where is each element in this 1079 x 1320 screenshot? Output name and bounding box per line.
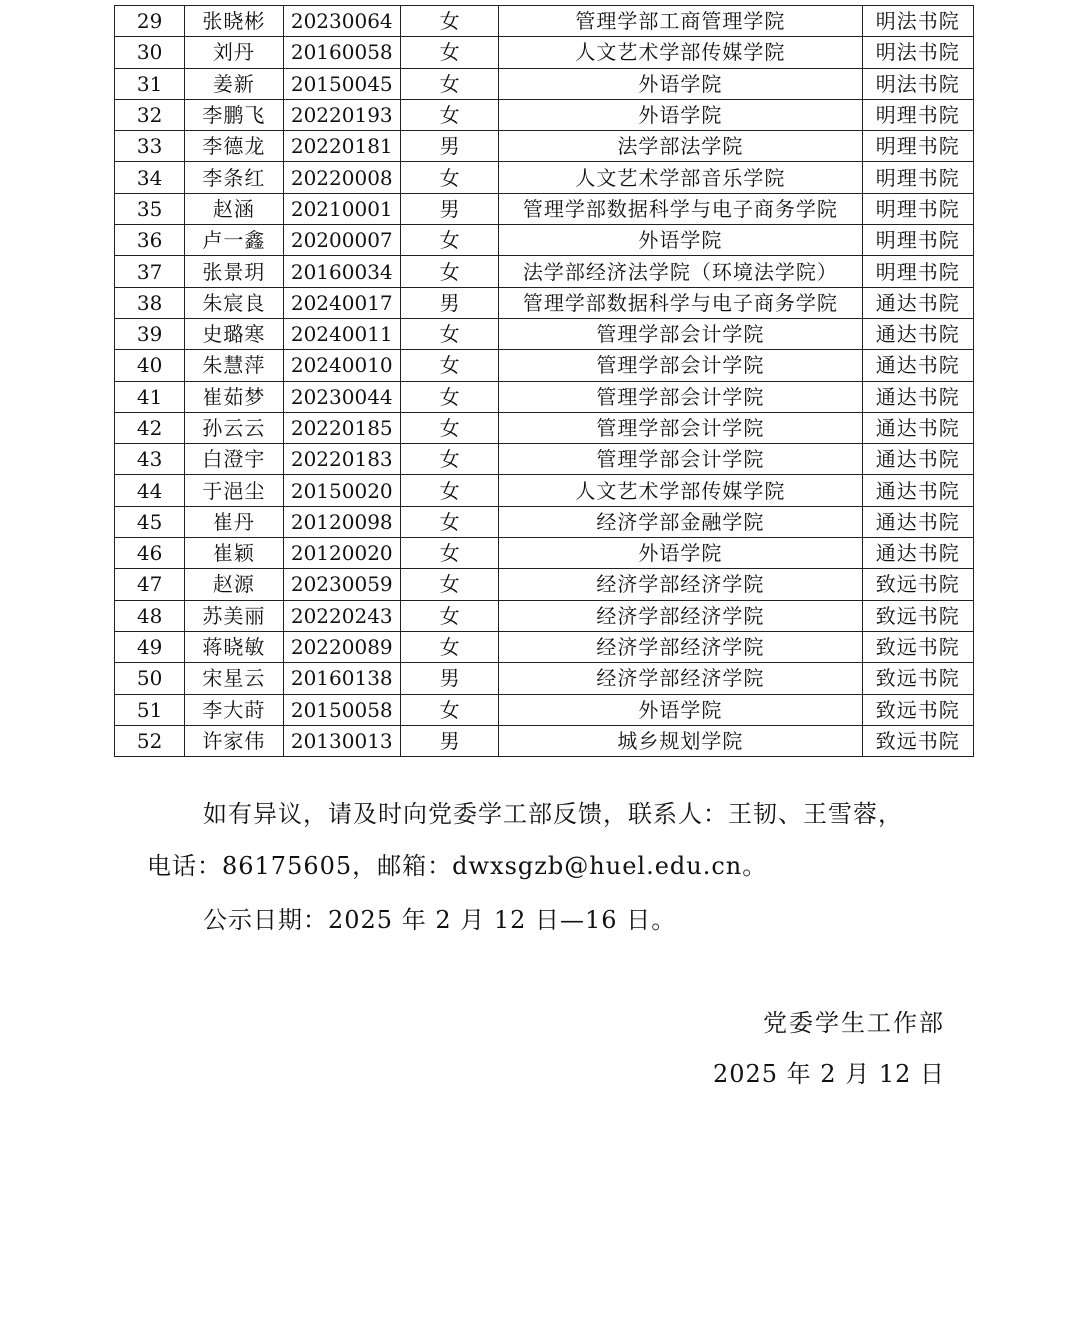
- table-row: [115, 569, 974, 600]
- signature-organization: 党委学生工作部: [763, 1009, 945, 1037]
- table-row: [115, 68, 974, 99]
- student-department: 管理学部会计学院: [499, 412, 862, 443]
- student-gender: 女: [400, 600, 498, 631]
- student-department: 经济学部经济学院: [499, 569, 862, 600]
- student-id: 20130013: [283, 725, 400, 756]
- student-gender: 女: [400, 538, 498, 569]
- row-number: 29: [115, 6, 185, 37]
- student-college: 明法书院: [862, 6, 973, 37]
- student-college: 明理书院: [862, 225, 973, 256]
- row-number: 41: [115, 381, 185, 412]
- table-row: [115, 350, 974, 381]
- row-number: 32: [115, 99, 185, 130]
- row-number: 50: [115, 663, 185, 694]
- student-department: 外语学院: [499, 225, 862, 256]
- row-number: 39: [115, 318, 185, 349]
- student-college: 通达书院: [862, 318, 973, 349]
- student-gender: 女: [400, 444, 498, 475]
- student-gender: 女: [400, 412, 498, 443]
- student-name: 李鹏飞: [185, 99, 283, 130]
- row-number: 52: [115, 725, 185, 756]
- row-number: 43: [115, 444, 185, 475]
- row-number: 31: [115, 68, 185, 99]
- student-name: 刘丹: [185, 37, 283, 68]
- student-gender: 女: [400, 162, 498, 193]
- table-row: [115, 37, 974, 68]
- student-department: 管理学部数据科学与电子商务学院: [499, 193, 862, 224]
- student-gender: 女: [400, 225, 498, 256]
- student-department: 管理学部会计学院: [499, 444, 862, 475]
- student-college: 明法书院: [862, 37, 973, 68]
- student-college: 通达书院: [862, 506, 973, 537]
- student-name: 李大莳: [185, 694, 283, 725]
- student-id: 20120020: [283, 538, 400, 569]
- student-department: 经济学部经济学院: [499, 663, 862, 694]
- student-id: 20160058: [283, 37, 400, 68]
- notice-phone-email-line: 电话：86175605，邮箱：dwxsgzb@huel.edu.cn。: [147, 852, 768, 880]
- student-gender: 男: [400, 725, 498, 756]
- student-name: 崔丹: [185, 506, 283, 537]
- table-row: [115, 318, 974, 349]
- student-gender: 男: [400, 193, 498, 224]
- student-department: 外语学院: [499, 538, 862, 569]
- student-id: 20240017: [283, 287, 400, 318]
- student-college: 通达书院: [862, 287, 973, 318]
- student-college: 通达书院: [862, 444, 973, 475]
- student-id: 20240011: [283, 318, 400, 349]
- student-id: 20160138: [283, 663, 400, 694]
- row-number: 34: [115, 162, 185, 193]
- table-row: [115, 600, 974, 631]
- student-name: 姜新: [185, 68, 283, 99]
- row-number: 51: [115, 694, 185, 725]
- student-department: 经济学部经济学院: [499, 631, 862, 662]
- table-row: [115, 131, 974, 162]
- student-department: 外语学院: [499, 99, 862, 130]
- student-college: 通达书院: [862, 412, 973, 443]
- table-row: [115, 381, 974, 412]
- student-name: 赵源: [185, 569, 283, 600]
- row-number: 36: [115, 225, 185, 256]
- student-name: 史璐寒: [185, 318, 283, 349]
- student-gender: 女: [400, 6, 498, 37]
- student-id: 20150020: [283, 475, 400, 506]
- roster-table-body: [115, 6, 974, 757]
- student-id: 20220243: [283, 600, 400, 631]
- student-department: 管理学部数据科学与电子商务学院: [499, 287, 862, 318]
- row-number: 47: [115, 569, 185, 600]
- table-row: [115, 538, 974, 569]
- student-department: 人文艺术学部传媒学院: [499, 475, 862, 506]
- student-name: 蒋晓敏: [185, 631, 283, 662]
- student-gender: 女: [400, 318, 498, 349]
- table-row: [115, 444, 974, 475]
- row-number: 42: [115, 412, 185, 443]
- student-college: 通达书院: [862, 475, 973, 506]
- row-number: 49: [115, 631, 185, 662]
- signature-date: 2025 年 2 月 12 日: [712, 1060, 945, 1088]
- student-name: 卢一鑫: [185, 225, 283, 256]
- row-number: 46: [115, 538, 185, 569]
- student-college: 致远书院: [862, 663, 973, 694]
- student-gender: 女: [400, 506, 498, 537]
- student-id: 20200007: [283, 225, 400, 256]
- student-id: 20240010: [283, 350, 400, 381]
- table-row: [115, 256, 974, 287]
- table-row: [115, 162, 974, 193]
- table-row: [115, 412, 974, 443]
- student-department: 管理学部会计学院: [499, 381, 862, 412]
- student-name: 赵涵: [185, 193, 283, 224]
- student-name: 李条红: [185, 162, 283, 193]
- student-gender: 女: [400, 475, 498, 506]
- student-id: 20220089: [283, 631, 400, 662]
- student-department: 管理学部工商管理学院: [499, 6, 862, 37]
- student-department: 法学部法学院: [499, 131, 862, 162]
- student-college: 明理书院: [862, 99, 973, 130]
- roster-table: [114, 5, 974, 757]
- student-id: 20230044: [283, 381, 400, 412]
- student-department: 人文艺术学部音乐学院: [499, 162, 862, 193]
- row-number: 45: [115, 506, 185, 537]
- student-name: 朱慧萍: [185, 350, 283, 381]
- student-college: 致远书院: [862, 725, 973, 756]
- student-college: 致远书院: [862, 631, 973, 662]
- student-gender: 女: [400, 631, 498, 662]
- student-id: 20150045: [283, 68, 400, 99]
- student-gender: 女: [400, 99, 498, 130]
- student-id: 20220193: [283, 99, 400, 130]
- row-number: 35: [115, 193, 185, 224]
- student-id: 20120098: [283, 506, 400, 537]
- student-college: 通达书院: [862, 538, 973, 569]
- row-number: 30: [115, 37, 185, 68]
- student-name: 李德龙: [185, 131, 283, 162]
- row-number: 48: [115, 600, 185, 631]
- table-row: [115, 287, 974, 318]
- table-row: [115, 725, 974, 756]
- student-department: 人文艺术学部传媒学院: [499, 37, 862, 68]
- student-gender: 男: [400, 131, 498, 162]
- student-department: 管理学部会计学院: [499, 318, 862, 349]
- student-gender: 女: [400, 256, 498, 287]
- student-department: 管理学部会计学院: [499, 350, 862, 381]
- student-department: 城乡规划学院: [499, 725, 862, 756]
- student-college: 通达书院: [862, 350, 973, 381]
- student-name: 孙云云: [185, 412, 283, 443]
- student-college: 明理书院: [862, 131, 973, 162]
- student-gender: 女: [400, 569, 498, 600]
- student-id: 20220181: [283, 131, 400, 162]
- student-department: 外语学院: [499, 68, 862, 99]
- student-gender: 女: [400, 694, 498, 725]
- student-gender: 女: [400, 350, 498, 381]
- table-row: [115, 6, 974, 37]
- student-gender: 男: [400, 663, 498, 694]
- student-name: 许家伟: [185, 725, 283, 756]
- student-id: 20220185: [283, 412, 400, 443]
- student-id: 20230064: [283, 6, 400, 37]
- table-row: [115, 631, 974, 662]
- student-id: 20220008: [283, 162, 400, 193]
- table-row: [115, 506, 974, 537]
- student-department: 经济学部金融学院: [499, 506, 862, 537]
- student-name: 于浥尘: [185, 475, 283, 506]
- student-gender: 女: [400, 68, 498, 99]
- student-id: 20210001: [283, 193, 400, 224]
- publicity-period: 公示日期：2025 年 2 月 12 日—16 日。: [203, 906, 677, 934]
- row-number: 44: [115, 475, 185, 506]
- student-name: 宋星云: [185, 663, 283, 694]
- student-department: 法学部经济法学院（环境法学院）: [499, 256, 862, 287]
- student-college: 致远书院: [862, 600, 973, 631]
- student-id: 20160034: [283, 256, 400, 287]
- student-id: 20230059: [283, 569, 400, 600]
- table-row: [115, 225, 974, 256]
- row-number: 37: [115, 256, 185, 287]
- table-row: [115, 694, 974, 725]
- student-name: 张晓彬: [185, 6, 283, 37]
- row-number: 33: [115, 131, 185, 162]
- row-number: 40: [115, 350, 185, 381]
- student-college: 明理书院: [862, 162, 973, 193]
- student-college: 通达书院: [862, 381, 973, 412]
- student-gender: 女: [400, 381, 498, 412]
- student-college: 明理书院: [862, 193, 973, 224]
- table-row: [115, 663, 974, 694]
- student-name: 白澄宇: [185, 444, 283, 475]
- student-name: 朱宸良: [185, 287, 283, 318]
- student-id: 20220183: [283, 444, 400, 475]
- student-name: 崔茹梦: [185, 381, 283, 412]
- student-college: 致远书院: [862, 694, 973, 725]
- student-name: 苏美丽: [185, 600, 283, 631]
- student-id: 20150058: [283, 694, 400, 725]
- table-row: [115, 193, 974, 224]
- table-row: [115, 99, 974, 130]
- student-college: 明法书院: [862, 68, 973, 99]
- table-row: [115, 475, 974, 506]
- notice-contact-line: 如有异议，请及时向党委学工部反馈，联系人：王韧、王雪蓉，: [203, 800, 903, 828]
- student-college: 致远书院: [862, 569, 973, 600]
- student-department: 外语学院: [499, 694, 862, 725]
- student-name: 崔颖: [185, 538, 283, 569]
- student-college: 明理书院: [862, 256, 973, 287]
- student-name: 张景玥: [185, 256, 283, 287]
- student-gender: 女: [400, 37, 498, 68]
- row-number: 38: [115, 287, 185, 318]
- student-department: 经济学部经济学院: [499, 600, 862, 631]
- student-gender: 男: [400, 287, 498, 318]
